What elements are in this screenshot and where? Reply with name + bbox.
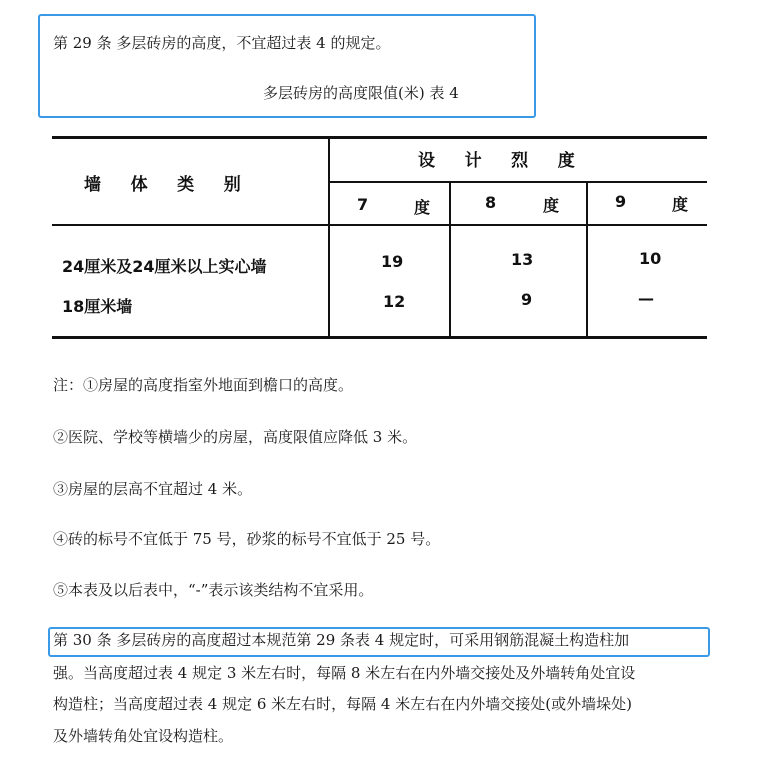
table-bottom-rule <box>52 336 707 339</box>
note-4: ④砖的标号不宜低于 75 号，砂浆的标号不宜低于 25 号。 <box>53 530 441 548</box>
table-row-2-label: 18厘米墙 <box>62 297 133 316</box>
header-wall-type: 墙 体 类 别 <box>84 175 241 195</box>
table-row-1-deg9: 10 <box>639 249 662 268</box>
article-30-line-4: 及外墙转角处宜设构造柱。 <box>53 727 234 745</box>
table-top-rule <box>52 136 707 139</box>
note-1: 注：①房屋的高度指室外地面到檐口的高度。 <box>53 376 354 394</box>
table-caption: 多层砖房的高度限值(米) 表 4 <box>263 84 459 102</box>
header-deg7-number: 7 <box>357 195 369 214</box>
header-deg7-unit: 度 <box>414 198 431 217</box>
article-30-line-2: 强。当高度超过表 4 规定 3 米左右时，每隔 8 米左右在内外墙交接处及外墙转角处宜设 <box>53 664 636 682</box>
table-col-divider-8 <box>449 182 451 338</box>
article-30-line-3: 构造柱；当高度超过表 4 规定 6 米左右时，每隔 4 米左右在内外墙交接处(或外墙垛处) <box>53 695 632 713</box>
table-row-2-deg8: 9 <box>521 290 533 309</box>
table-row-1-deg8: 13 <box>511 250 534 269</box>
table-row-1-deg7: 19 <box>381 252 404 271</box>
table-header-inner-rule <box>330 181 707 183</box>
header-design-intensity: 设 计 烈 度 <box>418 151 575 171</box>
note-3: ③房屋的层高不宜超过 4 米。 <box>53 480 253 498</box>
header-deg9-number: 9 <box>615 192 627 211</box>
header-deg9-unit: 度 <box>672 195 689 214</box>
article-29-text: 第 29 条 多层砖房的高度，不宜超过表 4 的规定。 <box>53 34 391 52</box>
note-5: ⑤本表及以后表中，“-”表示该类结构不宜采用。 <box>53 581 374 599</box>
article-30-line-1: 第 30 条 多层砖房的高度超过本规范第 29 条表 4 规定时，可采用钢筋混凝土构造柱加 <box>53 631 630 649</box>
table-row-2-deg9: — <box>638 289 654 308</box>
table-col-divider-9 <box>586 182 588 338</box>
header-deg8-unit: 度 <box>543 196 560 215</box>
header-deg8-number: 8 <box>485 193 497 212</box>
note-2: ②医院、学校等横墙少的房屋，高度限值应降低 3 米。 <box>53 428 418 446</box>
table-row-2-deg7: 12 <box>383 292 406 311</box>
table-col-divider-main <box>328 137 330 338</box>
table-row-1-label: 24厘米及24厘米以上实心墙 <box>62 257 267 276</box>
table-header-rule <box>52 224 707 226</box>
